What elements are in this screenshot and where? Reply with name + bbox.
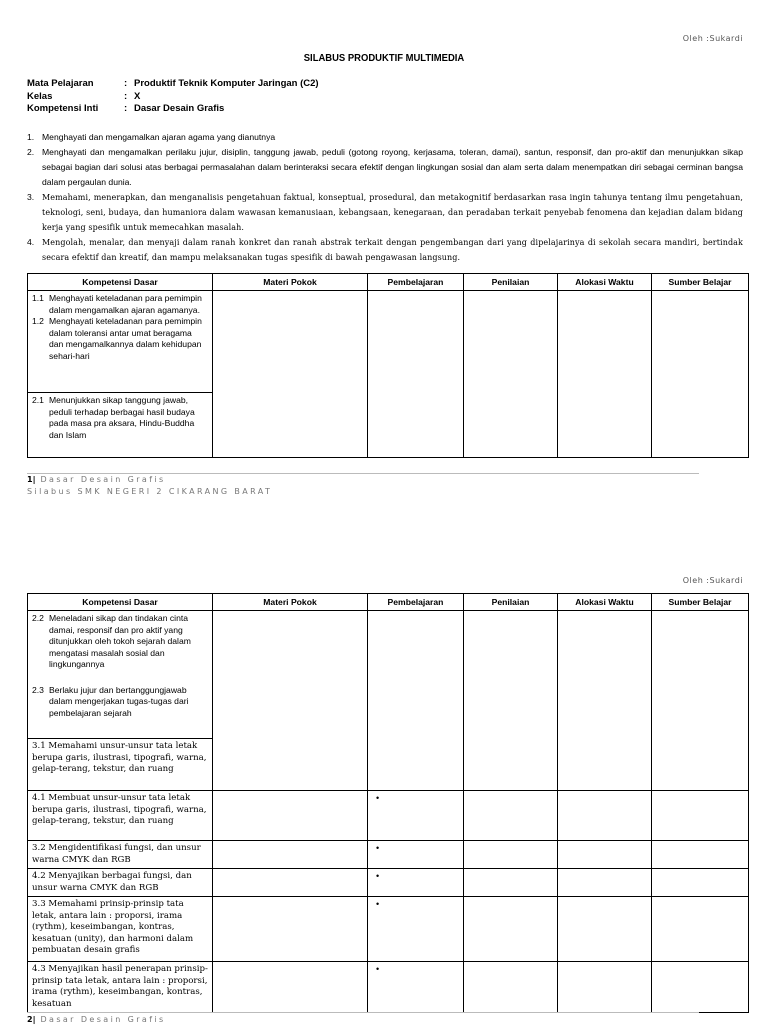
bullet-icon: • [376, 899, 380, 909]
meta-row-class: Kelas : X [27, 90, 141, 102]
kd-item [32, 613, 208, 671]
pembelajaran-cell [368, 791, 464, 841]
page-number: 2 [27, 1015, 33, 1024]
table-row [28, 841, 749, 869]
kd-text: Berlaku jujur dan bertanggungjawab dalam mengerjakan tugas-tugas dari pembelajaran sejarah [49, 684, 189, 718]
kd-cell: 4.1 Membuat unsur-unsur tata letak berupa garis, ilustrasi, tipografi, warna, gelap-terang, tekstur, dan ruang [28, 791, 213, 841]
col-header: Materi Pokok [213, 274, 368, 291]
kd-text: Menghayati keteladanan para pemimpin dalam toleransi antar umat beragama dan mengamalkannya dalam kehidupan sehari-hari [49, 316, 202, 361]
alokasi-cell [558, 291, 652, 458]
meta-value: X [134, 90, 141, 102]
alokasi-cell [558, 841, 652, 869]
subject-meta [27, 78, 319, 116]
kd-number: 2.2 [32, 613, 44, 623]
sumber-cell [652, 611, 749, 791]
kd-item [32, 395, 208, 441]
list-item [27, 190, 743, 235]
ki-text: Mengolah, menalar, dan menyaji dalam ranah konkret dan ranah abstrak terkait dengan pengembangan dari yang dipelajarinya di sekolah secara mandiri, bertindak secara efektif dan kreatif, dan mampu melaksanakan tugas spesifik di bawah pengawasan langsung. [42, 238, 743, 262]
penilaian-cell [464, 291, 558, 458]
syllabus-table-page1 [27, 273, 749, 458]
materi-cell [213, 611, 368, 791]
penilaian-cell [464, 869, 558, 897]
ki-text: Memahami, menerapkan, dan menganalisis pengetahuan faktual, konseptual, prosedural, dan metakognitif berdasarkan rasa ingin tahunya tentang ilmu pengetahuan, teknologi, seni, budaya, dan humaniora dalam wawasan kemanusiaan, kebangsaan, kenegaraan, dan peradaban terkait penyebab fenomena dan kejadian dalam bidang kerja yang spesifik untuk memecahkan masalah. [42, 193, 743, 232]
meta-label: Mata Pelajaran [27, 78, 94, 89]
kd-cell: 3.3 Memahami prinsip-prinsip tata letak, antara lain : proporsi, irama (rythm), keseimbangan, kontras, kesatuan (unity), dan harmoni dalam pembuatan desain grafis [28, 897, 213, 962]
kd-number: 2.3 [32, 684, 44, 695]
table-row [28, 962, 749, 1013]
materi-cell [213, 791, 368, 841]
pembelajaran-cell [368, 841, 464, 869]
syllabus-table-page2 [27, 593, 749, 1013]
col-header: Kompetensi Dasar [28, 594, 213, 611]
col-header: Pembelajaran [368, 594, 464, 611]
col-header: Sumber Belajar [652, 274, 749, 291]
footer-subject: Dasar Desain Grafis [40, 1015, 166, 1024]
ki-number: 4. [27, 237, 35, 247]
ki-text: Menghayati dan mengamalkan ajaran agama yang dianutnya [42, 132, 276, 142]
sumber-cell [652, 869, 749, 897]
list-item [27, 130, 743, 145]
table-row [28, 791, 749, 841]
col-header: Penilaian [464, 274, 558, 291]
col-header: Sumber Belajar [652, 594, 749, 611]
alokasi-cell [558, 962, 652, 1013]
list-item [27, 235, 743, 265]
meta-row-subject: Mata Pelajaran : Produktif Teknik Komputer Jaringan (C2) [27, 78, 319, 89]
penilaian-cell [464, 611, 558, 791]
kd-text: Meneladani sikap dan tindakan cinta damai, responsif dan pro aktif yang ditunjukkan oleh tokoh sejarah dalam mengatasi masalah sosial dan lingkungannya [49, 613, 191, 669]
ki-number: 1. [27, 132, 35, 142]
pembelajaran-cell [368, 291, 464, 458]
meta-value: Dasar Desain Grafis [134, 103, 225, 114]
alokasi-cell [558, 897, 652, 962]
materi-cell [213, 291, 368, 458]
table-row [28, 897, 749, 962]
kd-cell: 4.3 Menyajikan hasil penerapan prinsip-prinsip tata letak, antara lain : proporsi, irama (rythm), keseimbangan, kontras, kesatuan [28, 962, 213, 1013]
core-competence-list [27, 130, 743, 265]
table-row [28, 291, 749, 393]
col-header: Penilaian [464, 594, 558, 611]
meta-label: Kompetensi Inti [27, 103, 99, 114]
col-header: Pembelajaran [368, 274, 464, 291]
table-header [28, 594, 749, 611]
bullet-icon: • [376, 793, 380, 803]
sumber-cell [652, 897, 749, 962]
kd-cell [28, 291, 213, 393]
kd-cell: 3.2 Mengidentifikasi fungsi, dan unsur warna CMYK dan RGB [28, 841, 213, 869]
kd-number: 1.1 [32, 293, 44, 303]
sumber-cell [652, 791, 749, 841]
sumber-cell [652, 962, 749, 1013]
footer-school: Silabus SMK NEGERI 2 CIKARANG BARAT [27, 487, 273, 496]
ki-text: Menghayati dan mengamalkan perilaku jujur, disiplin, tanggung jawab, peduli (gotong royong, kerjasama, toleran, damai), santun, responsif, dan pro-aktif dan menunjukkan sikap sebagai bagian dari solusi atas berbagai permasalahan dalam berinteraksi secara efektif dengan lingkungan sosial dan alam serta dalam menempatkan diri sebagai cerminan bangsa dalam pergaulan dunia. [42, 147, 743, 187]
meta-label: Kelas [27, 90, 53, 102]
col-header: Alokasi Waktu [558, 594, 652, 611]
kd-text: Menunjukkan sikap tanggung jawab, peduli terhadap berbagai hasil budaya pada masa pra aksara, Hindu-Buddha dan Islam [49, 395, 195, 440]
kd-item [32, 316, 208, 362]
page-title: SILABUS PRODUKTIF MULTIMEDIA [303, 52, 465, 64]
page-footer: 1| Dasar Desain Grafis Silabus SMK NEGERI 2 CIKARANG BARAT [27, 475, 273, 496]
kd-cell [28, 611, 213, 739]
col-header: Materi Pokok [213, 594, 368, 611]
list-item [27, 145, 743, 190]
materi-cell [213, 962, 368, 1013]
meta-row-core-competence: Kompetensi Inti : Dasar Desain Grafis [27, 103, 225, 114]
footer-subject: Dasar Desain Grafis [40, 475, 166, 484]
kd-cell: 4.2 Menyajikan berbagai fungsi, dan unsur warna CMYK dan RGB [28, 869, 213, 897]
kd-item [32, 685, 208, 720]
bullet-icon: • [376, 871, 380, 881]
sumber-cell [652, 841, 749, 869]
kd-cell: 3.1 Memahami unsur-unsur tata letak berupa garis, ilustrasi, tipografi, warna, gelap-terang, tekstur, dan ruang [28, 739, 213, 791]
kd-item [32, 293, 208, 316]
alokasi-cell [558, 869, 652, 897]
alokasi-cell [558, 791, 652, 841]
alokasi-cell [558, 611, 652, 791]
kd-cell [28, 393, 213, 458]
page-footer: 2| Dasar Desain Grafis [27, 1015, 166, 1024]
materi-cell [213, 897, 368, 962]
bullet-icon: • [376, 843, 380, 853]
table-header [28, 274, 749, 291]
author-credit: Oleh :Sukardi [682, 34, 743, 43]
penilaian-cell [464, 841, 558, 869]
col-header: Kompetensi Dasar [28, 274, 213, 291]
table-row [28, 869, 749, 897]
table-row [28, 611, 749, 739]
pembelajaran-cell [368, 897, 464, 962]
footer-divider [27, 1012, 699, 1013]
pembelajaran-cell [368, 611, 464, 791]
bullet-icon: • [376, 964, 380, 974]
materi-cell [213, 869, 368, 897]
page-number: 1 [27, 475, 33, 484]
ki-number: 3. [27, 192, 35, 202]
pembelajaran-cell [368, 962, 464, 1013]
kd-number: 2.1 [32, 395, 44, 405]
penilaian-cell [464, 791, 558, 841]
penilaian-cell [464, 897, 558, 962]
meta-value: Produktif Teknik Komputer Jaringan (C2) [134, 78, 319, 89]
kd-text: Menghayati keteladanan para pemimpin dalam mengamalkan ajaran agamanya. [49, 293, 202, 315]
pembelajaran-cell [368, 869, 464, 897]
sumber-cell [652, 291, 749, 458]
penilaian-cell [464, 962, 558, 1013]
materi-cell [213, 841, 368, 869]
author-credit: Oleh :Sukardi [682, 576, 743, 585]
col-header: Alokasi Waktu [558, 274, 652, 291]
kd-number: 1.2 [32, 316, 44, 326]
ki-number: 2. [27, 147, 35, 157]
